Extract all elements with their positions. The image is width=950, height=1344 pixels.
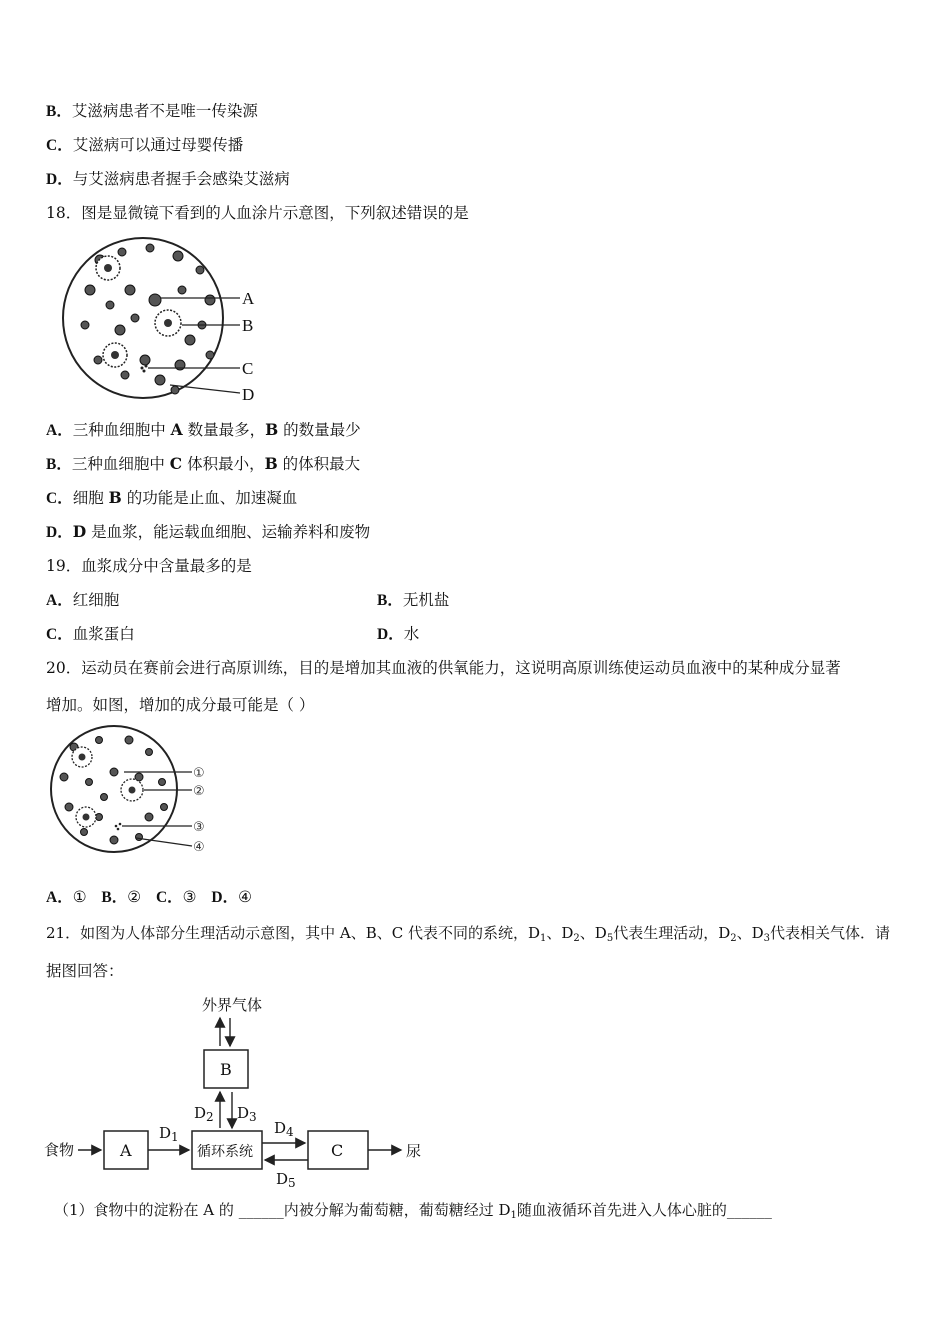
urine-label: 尿: [406, 1142, 422, 1160]
blood-smear-figure-q18: [60, 230, 275, 410]
q18-option-c: C．细胞 B 的功能是止血、加速凝血: [46, 488, 298, 507]
d2-label: $D_2$: [194, 1104, 214, 1124]
q19-stem: 19．血浆成分中含量最多的是: [46, 557, 252, 575]
blood-smear-figure-q20: [44, 722, 214, 862]
q19-option-d: D．水: [377, 625, 420, 643]
q18-label-d: D: [242, 385, 255, 404]
d1-label: $D_1$: [159, 1124, 179, 1144]
blank-2[interactable]: ______: [726, 1201, 772, 1219]
d4-label: $D_4$: [274, 1119, 294, 1139]
outside-air-label: 外界气体: [202, 996, 263, 1014]
q20-label-1: ①: [193, 766, 205, 781]
physiology-diagram: [44, 988, 424, 1188]
q18-label-c: C: [242, 359, 254, 378]
q18-label-b: B: [242, 316, 254, 335]
q17-option-c: C．艾滋病可以通过母婴传播: [46, 136, 244, 154]
q21-stem-line1: 21．如图为人体部分生理活动示意图，其中 A、B、C 代表不同的系统，$D_1$、$D_2$、$D_5$代表生理活动，$D_2$、$D_3$代表相关气体．请: [46, 924, 891, 944]
q21-sub-question-1: （1）食物中的淀粉在 A 的 ______内被分解为葡萄糖，葡萄糖经过 $D_1$随血液循环首先进入人体心脏的______: [54, 1201, 772, 1221]
q18-option-a: A．三种血细胞中 A 数量最多，B 的数量最少: [46, 420, 361, 439]
circulation-label: 循环系统: [197, 1144, 253, 1160]
q18-option-d: D．D 是血浆，能运载血细胞、运输养料和废物: [46, 522, 371, 541]
d3-label: $D_3$: [237, 1104, 257, 1124]
q19-option-b: B．无机盐: [377, 591, 450, 609]
q21-stem-line2: 据图回答：: [46, 962, 124, 980]
food-label: 食物: [44, 1141, 75, 1159]
q20-label-3: ③: [193, 820, 205, 835]
q17-option-b: B．艾滋病患者不是唯一传染源: [46, 102, 258, 120]
box-c-label: C: [331, 1141, 344, 1160]
q20-label-2: ②: [193, 784, 205, 799]
box-a-label: A: [120, 1141, 132, 1160]
q20-stem-line2: 增加。如图，增加的成分最可能是（ ）: [46, 696, 315, 714]
blank-1[interactable]: ______: [238, 1201, 284, 1219]
box-b-label: B: [220, 1060, 232, 1079]
d5-label: $D_5$: [276, 1170, 296, 1188]
q18-option-b: B．三种血细胞中 C 体积最小，B 的体积最大: [46, 454, 361, 473]
q18-label-a: A: [242, 289, 255, 308]
q20-stem-line1: 20．运动员在赛前会进行高原训练，目的是增加其血液的供氧能力，这说明高原训练使运动员血液中的某种成分显著: [46, 659, 841, 677]
q20-options: A．① B．② C．③ D．④: [46, 888, 252, 906]
q19-option-a: A．红细胞: [46, 591, 120, 609]
q17-option-d: D．与艾滋病患者握手会感染艾滋病: [46, 170, 290, 188]
q18-stem: 18．图是显微镜下看到的人血涂片示意图，下列叙述错误的是: [46, 204, 469, 222]
q19-option-c: C．血浆蛋白: [46, 625, 135, 643]
q20-label-4: ④: [193, 840, 205, 855]
